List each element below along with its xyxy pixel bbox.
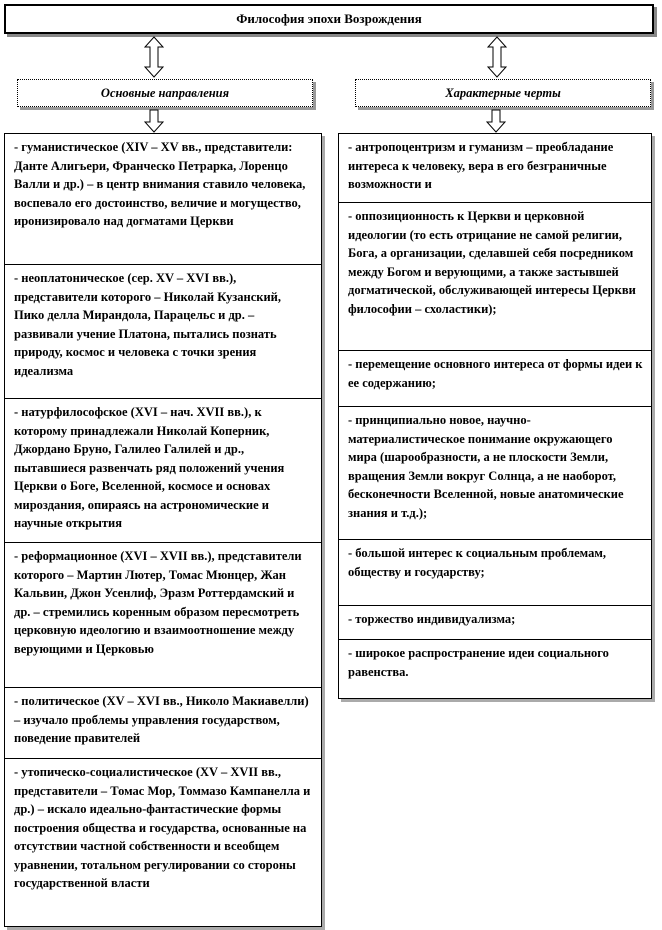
direction-text: (XV – XVI вв., Николо Макиавелли) – изучало проблемы управления государством, поведение правителей [14,694,309,745]
direction-name: - реформационное [14,549,118,563]
direction-cell-neoplatonic [5,264,321,398]
direction-text: (XIV – XV вв., представители: Данте Алигьери, Франческо Петрарка, Лоренцо Валли и др.) – в центр внимания ставило человека, воспевало его достоинство, величие и могущество, иронизировало над догматами Церкви [14,140,306,228]
feature-text: - принципиально новое, научно-материалистическое понимание окружающего мира (шарообразности, а не плоскости Земли, вращения Земли вокруг Солнца, а не наоборот, бесконечности Вселенной, новые анатомические знания и т.д.); [348,413,624,520]
right-double-arrow-icon [487,36,507,78]
direction-cell-utopian-socialist [5,758,321,926]
directions-column [4,133,322,927]
direction-cell-reformation [5,542,321,687]
direction-name: - гуманистическое [14,140,119,154]
left-header [17,79,313,107]
feature-cell [339,639,651,698]
feature-cell [339,350,651,406]
direction-name: - натурфилософское [14,405,128,419]
right-header-text: Характерные черты [445,85,561,100]
direction-name: - утопическо-социалистическое [14,765,193,779]
feature-text: - торжество индивидуализма; [348,612,516,626]
feature-cell [339,202,651,350]
direction-text: (XVI – нач. XVII вв.), к которому принадлежали Николай Коперник, Джордано Бруно, Галилео Галилей и др., пытавшиеся развенчать ряд положений учения Церкви о Боге, Вселенной, космосе и основах мироздания, опираясь на астрономические и научные открытия [14,405,285,530]
feature-text: - антропоцентризм и гуманизм – преобладание интереса к человеку, вера в его безграничные возможности и [348,140,614,191]
feature-text: - большой интерес к социальным проблемам, обществу и государству; [348,546,606,579]
direction-cell-political [5,687,321,758]
feature-cell [339,134,651,202]
title-text: Философия эпохи Возрождения [236,11,422,26]
diagram-title [4,4,654,34]
feature-cell [339,605,651,639]
direction-text: (сер. XV – XVI вв.), представители которого – Николай Кузанский, Пико делла Мирандола, Парацельс и др. – развивали учение Платона, пытались познать природу, космос и человека с точки зрения идеализма [14,271,281,378]
feature-text: - перемещение основного интереса от формы идеи к ее содержанию; [348,357,643,390]
direction-cell-natural-philosophy [5,398,321,542]
left-down-arrow-icon [144,109,164,133]
right-header [355,79,651,107]
left-header-text: Основные направления [100,85,230,100]
direction-name: - неоплатоническое [14,271,125,285]
right-down-arrow-icon [486,109,506,133]
feature-text: - широкое распространение идеи социального равенства. [348,646,609,679]
direction-cell-humanistic [5,134,321,264]
direction-name: - политическое [14,694,100,708]
feature-cell [339,539,651,605]
feature-text: - оппозиционность к Церкви и церковной идеологии (то есть отрицание не самой религии, Бога, а организации, сделавшей себя посредником между Богом и верующими, а также застывшей догматической, обслуживающей интересы Церкви философии – схоластики); [348,209,636,316]
direction-text: (XVI – XVII вв.), представители которого – Мартин Лютер, Томас Мюнцер, Жан Кальвин, Джон Усенлиф, Эразм Роттердамский и др. – стремились коренным образом пересмотреть церковную идеологию и взаимоотношение между верующими и Церковью [14,549,302,656]
features-column [338,133,652,699]
feature-cell [339,406,651,539]
left-double-arrow-icon [144,36,164,78]
direction-text: (XV – XVII вв., представители – Томас Мор, Томмазо Кампанелла и др.) – искало идеально-фантастические формы построения общества и государства, основанные на отсутствии частной собственности и всеобщем уравнении, тотальном регулировании со стороны государственной власти [14,765,311,890]
